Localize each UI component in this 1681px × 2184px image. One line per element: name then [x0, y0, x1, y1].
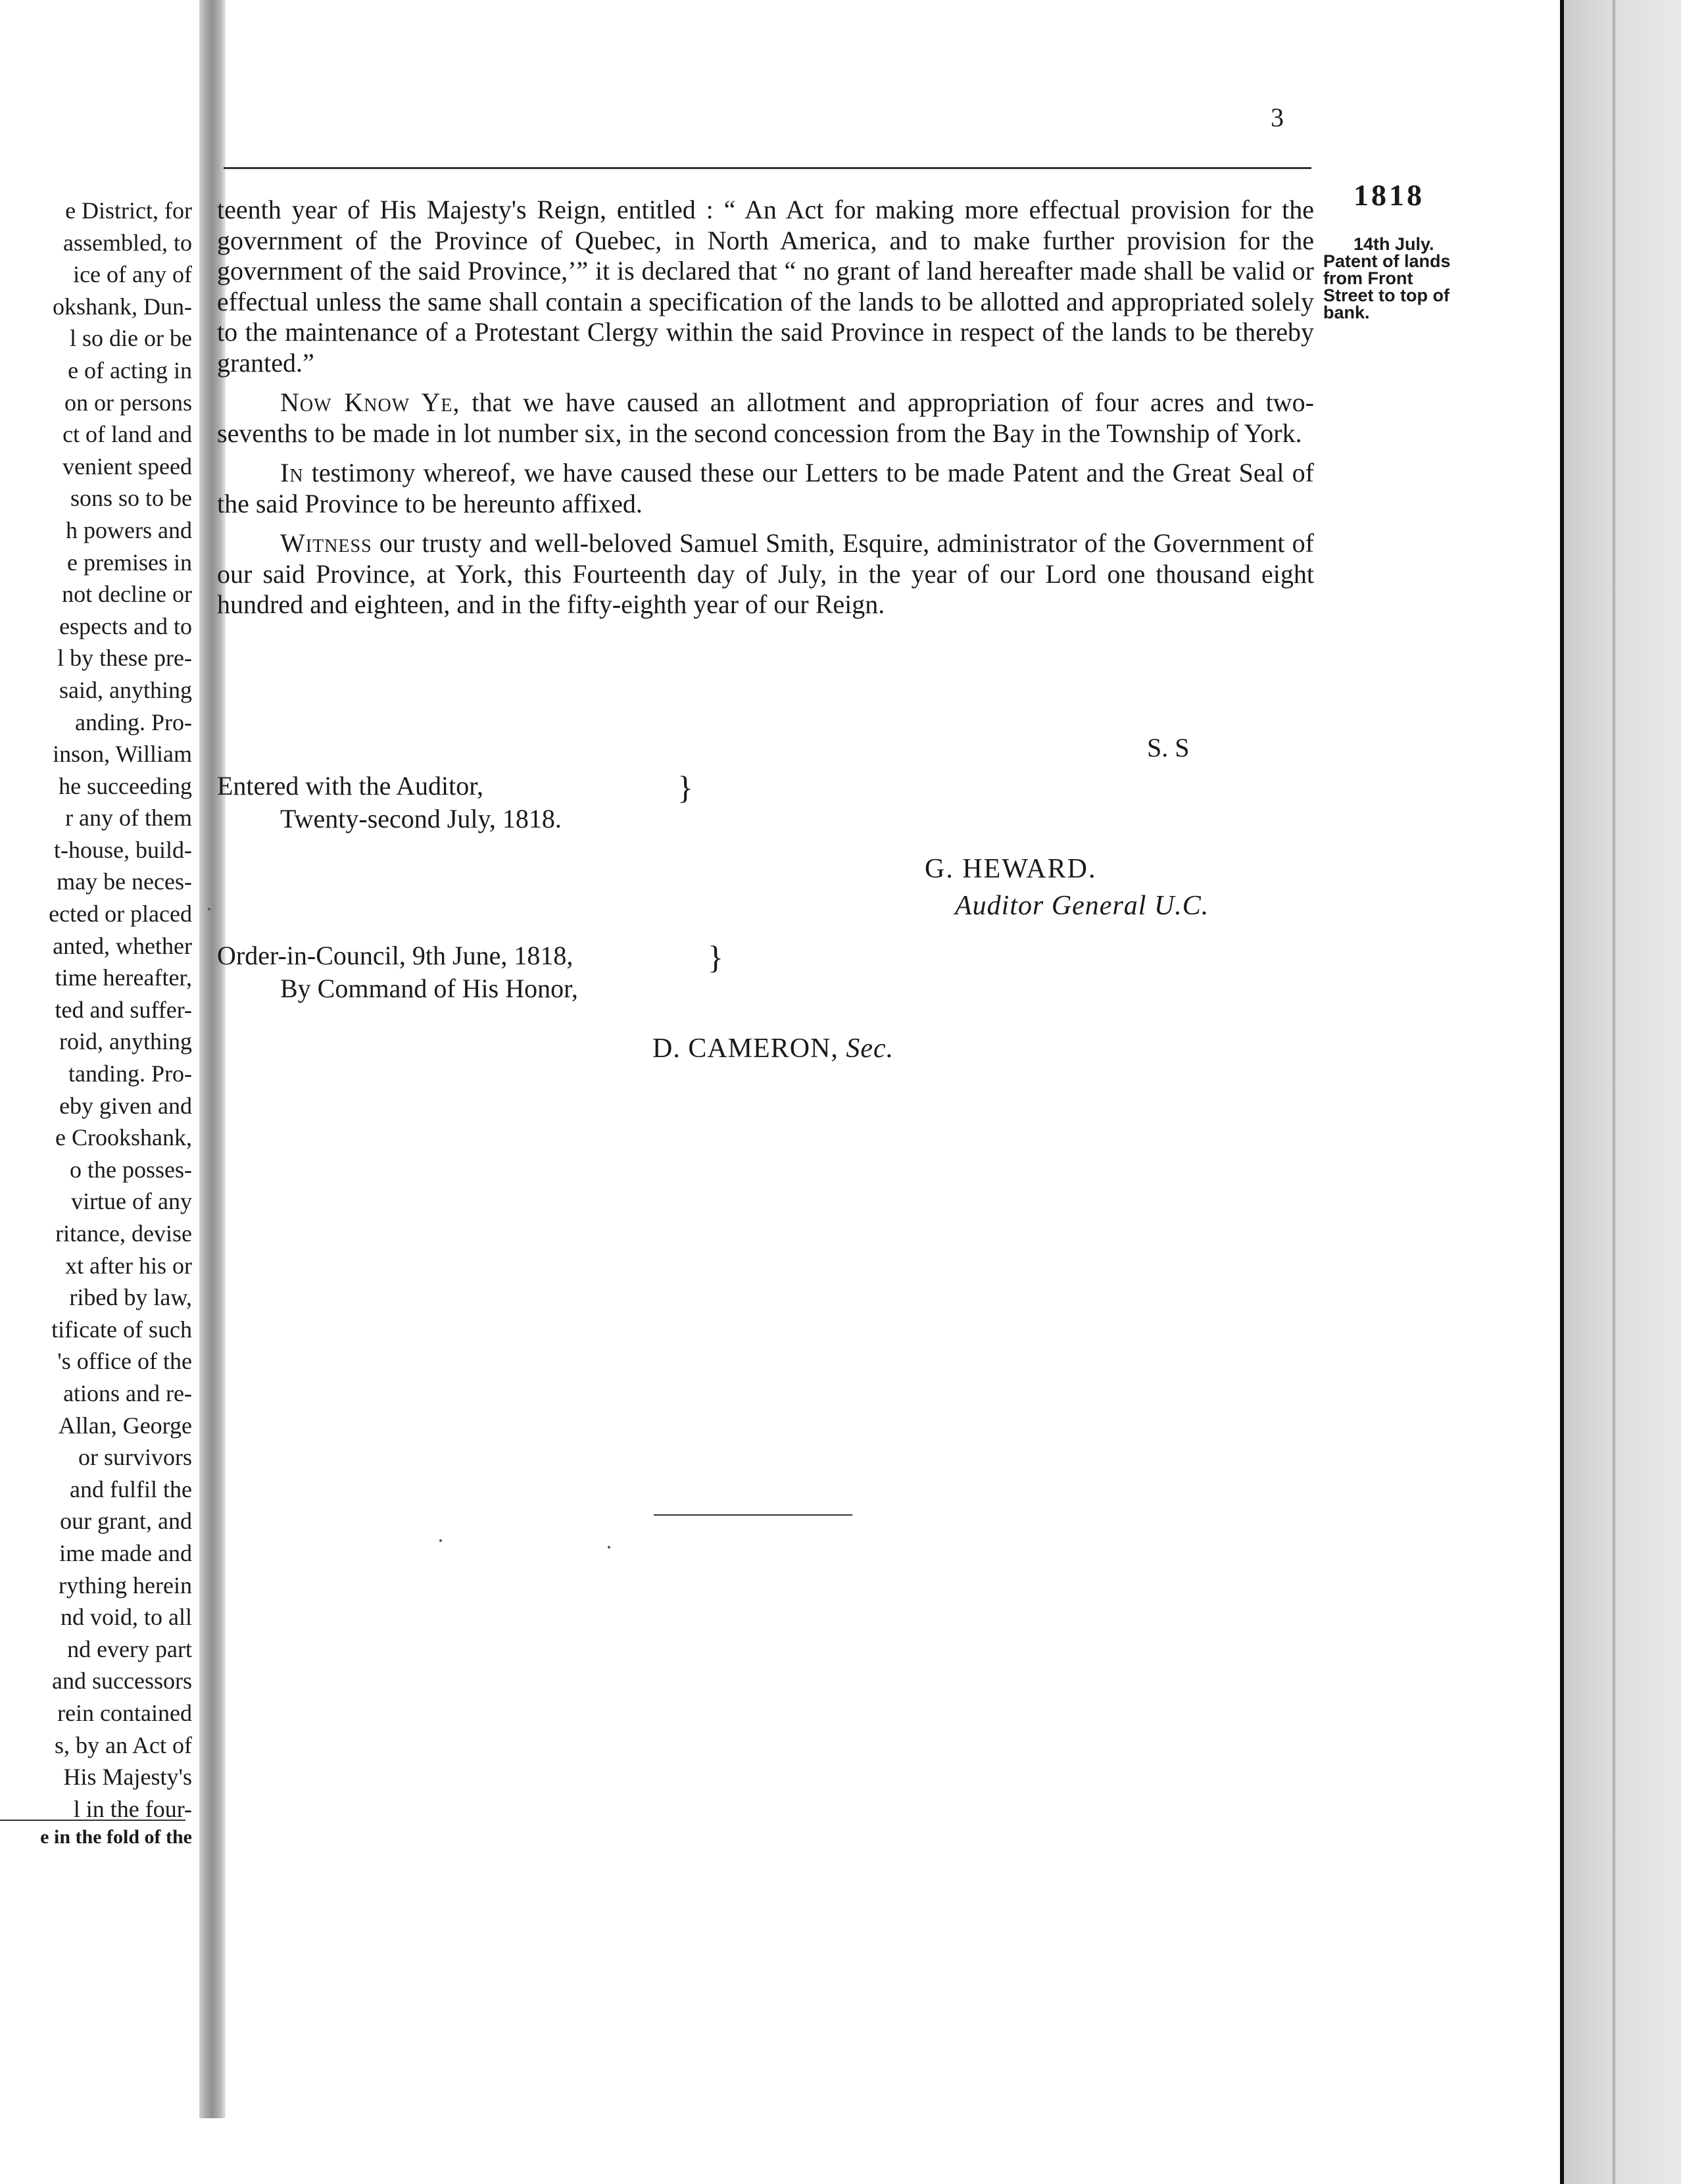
left-page-line: e Crookshank,	[55, 1124, 192, 1151]
lead-words: Now Know Ye,	[280, 387, 460, 417]
left-page-line: e of acting in	[68, 357, 192, 384]
left-page-line: not decline or	[62, 581, 192, 608]
left-page-line: s, by an Act of	[55, 1731, 192, 1758]
secretary-title: Sec.	[846, 1033, 894, 1064]
order-line: Order-in-Council, 9th June, 1818,	[217, 941, 573, 970]
left-page-line: virtue of any	[71, 1188, 192, 1215]
left-page-line: eby given and	[59, 1092, 192, 1119]
left-page-line: Allan, George	[58, 1412, 192, 1439]
left-page-line: okshank, Dun-	[53, 293, 192, 320]
left-page-text	[0, 195, 192, 1825]
left-page-line: ted and suffer-	[55, 996, 192, 1023]
brace-order: }	[708, 939, 723, 976]
scan-speck	[208, 908, 210, 910]
left-page-line: our grant, and	[60, 1508, 192, 1535]
left-page-line: t-house, build-	[54, 836, 192, 863]
auditor-name: G. HEWARD.	[925, 854, 1097, 884]
paragraph-now-know-ye	[217, 387, 1314, 449]
left-page-line: xt after his or	[65, 1252, 192, 1279]
left-page-line: said, anything	[59, 676, 192, 703]
paragraph-act-citation: teenth year of His Majesty's Reign, entitled : “ An Act for making more effectual provision for the government of the Province of Quebec, in North America, and to make further provision for the government of the said Province,’” it is declared that “ no grant of land hereafter made shall be valid or effectual unless the same shall contain a specification of the lands to be allotted and appropriated solely to the maintenance of a Protestant Clergy within the said Province in respect of the lands to be thereby granted.”	[217, 195, 1314, 378]
left-page-line: ritance, devise	[55, 1220, 192, 1247]
left-page-line: ice of any of	[73, 261, 192, 288]
left-footnote-rule	[0, 1820, 185, 1821]
margin-note	[1323, 236, 1488, 321]
left-footnote: e in the fold of the	[40, 1826, 192, 1848]
left-page-line: anted, whether	[53, 932, 192, 959]
page-edge-line	[1613, 0, 1615, 2184]
left-page-line: nd every part	[67, 1635, 192, 1662]
entered-with-auditor	[217, 770, 562, 835]
left-page-line: espects and to	[59, 612, 192, 639]
paragraph-text: testimony whereof, we have caused these our Letters to be made Patent and the Great Seal of the said Province to be hereunto affixed.	[217, 458, 1314, 518]
left-page-line: rein contained	[57, 1699, 192, 1726]
lead-words: In	[280, 458, 304, 487]
left-page-line: ct of land and	[62, 421, 192, 448]
brace-entered: }	[677, 769, 693, 806]
scan-speck	[439, 1539, 442, 1542]
left-page-line: ribed by law,	[69, 1284, 192, 1311]
left-page-line: ime made and	[59, 1539, 192, 1566]
left-page-line: anding. Pro-	[75, 708, 192, 735]
margin-note-line: from Front	[1323, 268, 1413, 288]
order-in-council	[217, 939, 578, 1005]
left-page-line: l by these pre-	[57, 645, 192, 672]
initials: S. S	[1147, 733, 1190, 762]
paragraph-witness	[217, 528, 1314, 620]
paragraph-text: our trusty and well-beloved Samuel Smith, Esquire, administrator of the Government of our said Province, at York, this Fourteenth day of July, in the year of our Lord one thousand eight hundred and eighteen, and in the fifty-eighth year of our Reign.	[217, 528, 1314, 619]
page-number: 3	[1271, 103, 1284, 132]
left-page-line: ations and re-	[63, 1379, 192, 1406]
left-page-line: l so die or be	[70, 325, 192, 352]
margin-note-line: Patent of lands	[1323, 251, 1451, 271]
closing-rule	[654, 1514, 852, 1516]
entered-line: Entered with the Auditor,	[217, 771, 483, 801]
left-page-line: may be neces-	[57, 868, 192, 895]
secretary-name: D. CAMERON,	[652, 1033, 839, 1064]
margin-year: 1818	[1353, 178, 1425, 212]
order-line: By Command of His Honor,	[280, 974, 578, 1003]
left-page-line: and fulfil the	[70, 1476, 192, 1502]
left-page-line: inson, William	[53, 741, 192, 768]
scan-speck	[608, 1546, 610, 1549]
left-page-line: His Majesty's	[63, 1764, 192, 1791]
paragraph-text: that we have caused an allotment and appropriation of four acres and two-sevenths to be made in lot number six, in the second concession from the Bay in the Township of York.	[217, 387, 1314, 448]
paragraph-testimony	[217, 458, 1314, 519]
left-page-line: tificate of such	[51, 1316, 192, 1343]
left-page-line: o the posses-	[70, 1156, 192, 1183]
left-page-line: tanding. Pro-	[68, 1060, 192, 1087]
left-page-line: nd void, to all	[61, 1604, 192, 1631]
left-page-line: assembled, to	[63, 229, 192, 256]
left-page-line: rything herein	[59, 1572, 192, 1599]
left-page-line: 's office of the	[57, 1348, 192, 1375]
left-page-line: and successors	[52, 1668, 192, 1695]
left-page-line: r any of them	[65, 805, 192, 831]
left-page-line: he succeeding	[59, 772, 192, 799]
left-page-line: e District, for	[65, 197, 192, 224]
lead-words: Witness	[280, 528, 372, 558]
left-page-line: sons so to be	[70, 485, 192, 512]
left-page-line: e premises in	[67, 549, 192, 576]
margin-note-line: 14th July.	[1353, 234, 1434, 254]
left-page-fragment	[0, 0, 197, 2184]
margin-note-line: Street to top of	[1323, 285, 1450, 305]
left-page-line: time hereafter,	[55, 964, 192, 991]
entered-line: Twenty-second July, 1818.	[280, 804, 562, 833]
body-text	[217, 195, 1314, 620]
auditor-title: Auditor General U.C.	[955, 891, 1209, 921]
left-page-line: venient speed	[62, 453, 192, 480]
margin-note-line: bank.	[1323, 303, 1370, 322]
left-page-line: h powers and	[66, 516, 192, 543]
left-page-line: or survivors	[78, 1444, 192, 1471]
left-page-line: roid, anything	[59, 1028, 192, 1055]
secretary-signature	[652, 1033, 894, 1064]
header-rule	[224, 167, 1311, 169]
left-page-line: l in the four-	[73, 1795, 192, 1822]
left-page-line: on or persons	[64, 389, 192, 416]
left-page-line: ected or placed	[49, 901, 192, 928]
page-edge-margin	[1564, 0, 1681, 2184]
